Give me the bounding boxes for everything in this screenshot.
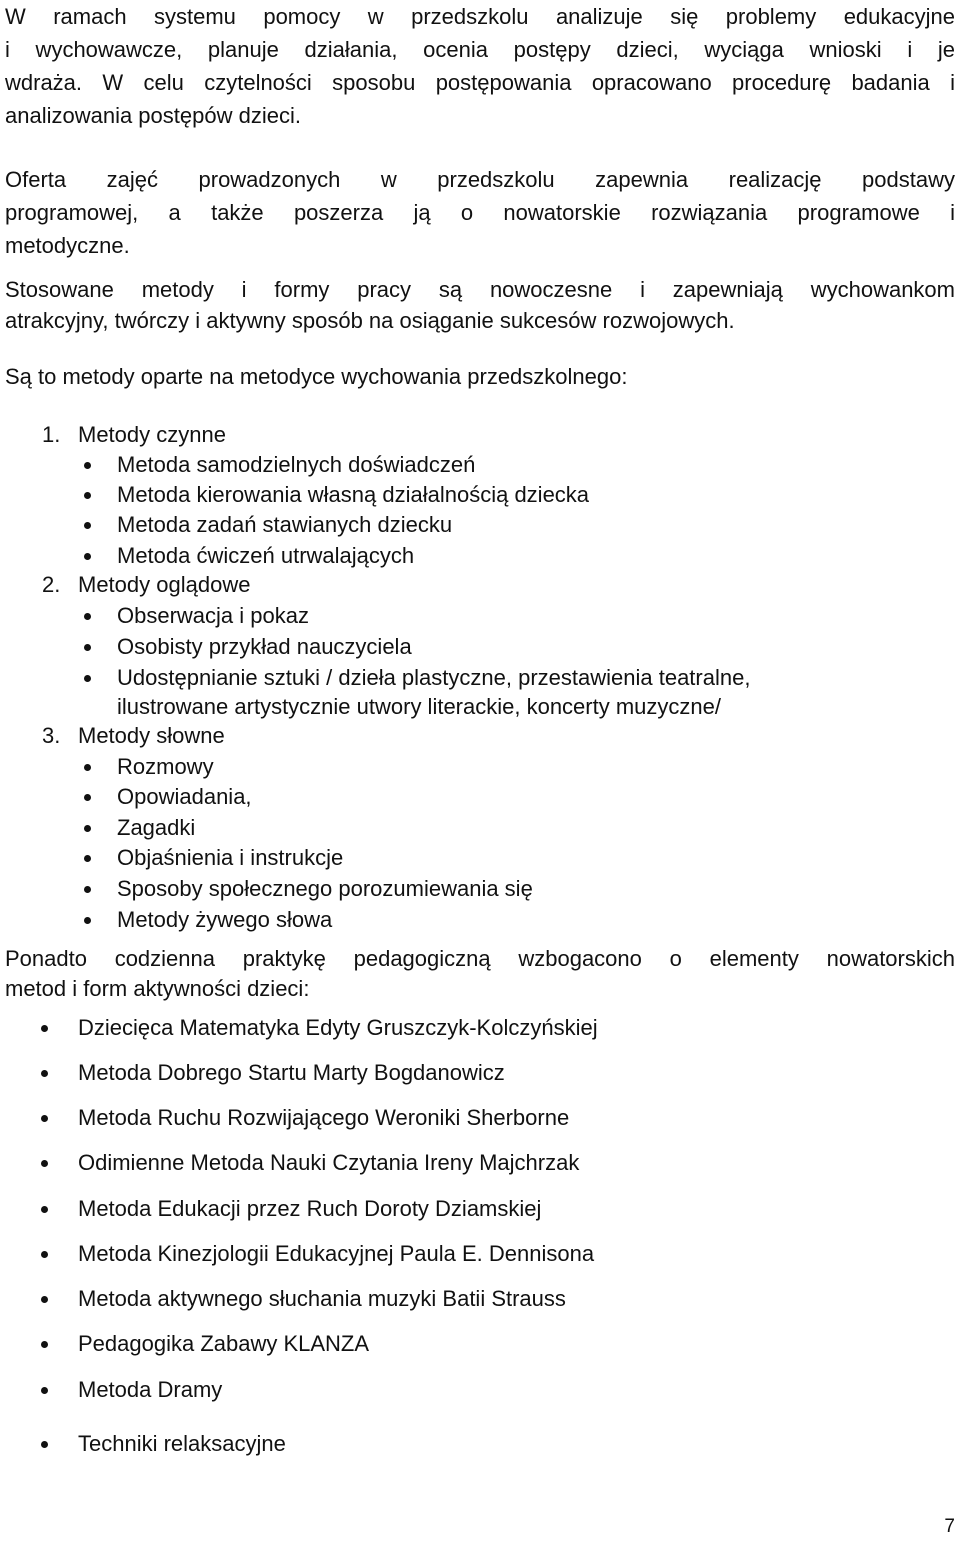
text-line: programowej, a także poszerza ją o nowatorskie rozwiązania programowe i xyxy=(5,200,955,225)
innovation-item: Metoda Edukacji przez Ruch Doroty Dziamskiej xyxy=(78,1196,542,1221)
bullet-icon xyxy=(41,1206,48,1213)
method-title-1: Metody czynne xyxy=(78,422,226,447)
innovation-item: Metoda Dramy xyxy=(78,1377,223,1402)
text-line: metod i form aktywności dzieci: xyxy=(5,976,310,1001)
intro-paragraph-3 xyxy=(5,274,955,336)
text-line: metodyczne. xyxy=(5,233,130,258)
text-line: atrakcyjny, twórczy i aktywny sposób na osiąganie sukcesów rozwojowych. xyxy=(5,308,735,333)
method-number-3: 3. xyxy=(42,723,61,748)
method-item: Sposoby społecznego porozumiewania się xyxy=(117,876,533,901)
bullet-icon xyxy=(41,1387,48,1394)
bullet-icon xyxy=(84,886,91,893)
text-line: wdraża. W celu czytelności sposobu postępowania opracowano procedurę badania i xyxy=(5,70,955,95)
bullet-icon xyxy=(41,1115,48,1122)
text-line: analizowania postępów dzieci. xyxy=(5,103,301,128)
bullet-icon xyxy=(84,675,91,682)
method-item: Metoda zadań stawianych dziecku xyxy=(117,512,453,537)
method-title-2: Metody oglądowe xyxy=(78,572,251,597)
method-item: Metoda kierowania własną działalnością dziecka xyxy=(117,482,590,507)
text-line: Oferta zajęć prowadzonych w przedszkolu zapewnia realizację podstawy xyxy=(5,167,955,192)
innovation-item: Techniki relaksacyjne xyxy=(78,1431,286,1456)
bullet-icon xyxy=(84,794,91,801)
method-item-continuation: ilustrowane artystycznie utwory literackie, koncerty muzyczne/ xyxy=(117,694,721,719)
bullet-icon xyxy=(84,855,91,862)
bullet-icon xyxy=(84,462,91,469)
innovation-item: Metoda Kinezjologii Edukacyjnej Paula E. Dennisona xyxy=(78,1241,595,1266)
text-line: W ramach systemu pomocy w przedszkolu analizuje się problemy edukacyjne xyxy=(5,4,955,29)
bullet-icon xyxy=(84,917,91,924)
innovation-item: Metoda Dobrego Startu Marty Bogdanowicz xyxy=(78,1060,505,1085)
innovation-item: Metoda aktywnego słuchania muzyki Batii Strauss xyxy=(78,1286,566,1311)
method-item: Rozmowy xyxy=(117,754,214,779)
method-title-3: Metody słowne xyxy=(78,723,225,748)
method-item: Metoda samodzielnych doświadczeń xyxy=(117,452,476,477)
bullet-icon xyxy=(41,1025,48,1032)
bullet-icon xyxy=(41,1341,48,1348)
bullet-icon xyxy=(41,1296,48,1303)
innovation-item: Dziecięca Matematyka Edyty Gruszczyk-Kolczyńskiej xyxy=(78,1015,598,1040)
bullet-icon xyxy=(41,1251,48,1258)
method-item: Osobisty przykład nauczyciela xyxy=(117,634,412,659)
text-line: Stosowane metody i formy pracy są nowoczesne i zapewniają wychowankom xyxy=(5,277,955,302)
innovation-item: Metoda Ruchu Rozwijającego Weroniki Sherborne xyxy=(78,1105,570,1130)
method-item: Udostępnianie sztuki / dzieła plastyczne, przestawienia teatralne, xyxy=(117,665,751,690)
bullet-icon xyxy=(84,613,91,620)
bullet-icon xyxy=(84,553,91,560)
bullet-icon xyxy=(84,492,91,499)
bullet-icon xyxy=(41,1070,48,1077)
innovation-item: Pedagogika Zabawy KLANZA xyxy=(78,1331,370,1356)
bullet-icon xyxy=(84,764,91,771)
bullet-icon xyxy=(84,522,91,529)
method-item: Metody żywego słowa xyxy=(117,907,333,932)
method-item: Objaśnienia i instrukcje xyxy=(117,845,344,870)
bullet-icon xyxy=(41,1160,48,1167)
method-item: Opowiadania, xyxy=(117,784,252,809)
text-line: i wychowawcze, planuje działania, ocenia postępy dzieci, wyciąga wnioski i je xyxy=(5,37,955,62)
text-line: Ponadto codzienna praktykę pedagogiczną wzbogacono o elementy nowatorskich xyxy=(5,946,955,971)
page-number: 7 xyxy=(944,1516,955,1537)
innovation-item: Odimienne Metoda Nauki Czytania Ireny Majchrzak xyxy=(78,1150,580,1175)
intro-paragraph-1 xyxy=(5,0,955,132)
intro-paragraph-2 xyxy=(5,163,955,262)
methods-intro: Są to metody oparte na metodyce wychowania przedszkolnego: xyxy=(5,364,628,389)
method-item: Metoda ćwiczeń utrwalających xyxy=(117,543,415,568)
method-item: Zagadki xyxy=(117,815,196,840)
bullet-icon xyxy=(84,644,91,651)
method-number-2: 2. xyxy=(42,572,61,597)
bullet-icon xyxy=(84,825,91,832)
closing-paragraph xyxy=(5,944,955,1004)
bullet-icon xyxy=(41,1441,48,1448)
method-item: Obserwacja i pokaz xyxy=(117,603,309,628)
method-number-1: 1. xyxy=(42,422,61,447)
